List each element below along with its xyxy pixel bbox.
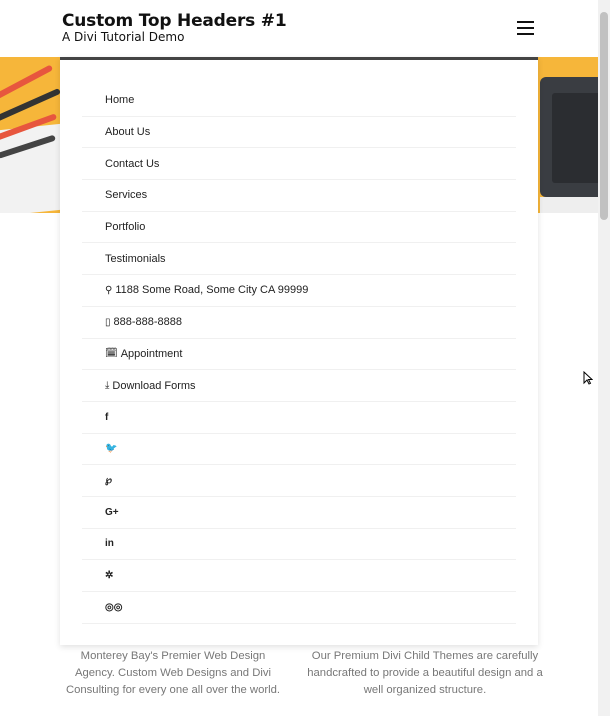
hero-tablet-screen	[552, 93, 598, 183]
menu-item-label: Download Forms	[112, 379, 196, 392]
menu-social-item[interactable]	[82, 434, 516, 466]
linkedin-icon: in	[105, 538, 114, 550]
menu-item-label: About Us	[105, 126, 151, 139]
menu-social-item[interactable]	[82, 465, 516, 497]
menu-item[interactable]	[82, 370, 516, 402]
google-plus-icon: G+	[105, 506, 119, 518]
menu-item[interactable]	[82, 212, 516, 244]
download-icon: ⤓	[105, 380, 110, 392]
site-title[interactable]: Custom Top Headers #1	[62, 11, 287, 31]
menu-item[interactable]	[82, 275, 516, 307]
mobile-phone-icon: ▯	[105, 316, 111, 328]
menu-item-label: Appointment	[120, 347, 183, 360]
mobile-dropdown-menu	[60, 57, 538, 645]
menu-item-label: Contact Us	[105, 157, 160, 170]
menu-social-item[interactable]	[82, 560, 516, 592]
site-tagline: A Divi Tutorial Demo	[62, 30, 185, 44]
facebook-icon: f	[105, 411, 109, 423]
hero-desk-paper	[540, 197, 598, 213]
twitter-icon: 🐦	[105, 443, 118, 455]
menu-social-item[interactable]	[82, 592, 516, 624]
intro-text-left: Monterey Bay's Premier Web Design Agency. Custom Web Designs and Divi Consulting for every one all over the world.	[65, 650, 281, 696]
menu-item[interactable]	[82, 85, 516, 117]
site-header	[0, 0, 598, 58]
yelp-icon: ✲	[105, 570, 114, 582]
menu-item-label: Testimonials	[105, 252, 166, 265]
map-marker-icon: ⚲	[105, 284, 113, 296]
calendar-check-icon: 🗓	[105, 348, 118, 360]
intro-text-right: Our Premium Divi Child Themes are carefully handcrafted to provide a beautiful design and a well organized structure.	[307, 650, 543, 696]
menu-item-label: 1188 Some Road, Some City CA 99999	[115, 284, 309, 297]
menu-item-label: Portfolio	[105, 221, 146, 234]
scrollbar-thumb[interactable]	[600, 12, 608, 220]
menu-social-item[interactable]	[82, 497, 516, 529]
menu-item[interactable]	[82, 307, 516, 339]
menu-item[interactable]	[82, 117, 516, 149]
menu-item[interactable]	[82, 243, 516, 275]
menu-item-label: 888-888-8888	[113, 316, 183, 329]
menu-item-label: Services	[105, 189, 148, 202]
menu-item-label: Home	[105, 94, 135, 107]
menu-list	[82, 85, 516, 624]
menu-social-item[interactable]	[82, 402, 516, 434]
tripadvisor-icon: ◎◎	[105, 601, 123, 613]
menu-social-item[interactable]	[82, 529, 516, 561]
menu-item[interactable]	[82, 148, 516, 180]
pinterest-icon: ℘	[105, 475, 112, 487]
menu-item[interactable]	[82, 180, 516, 212]
hamburger-menu-icon[interactable]	[517, 21, 534, 35]
mouse-cursor-icon	[583, 371, 593, 385]
menu-item[interactable]	[82, 339, 516, 371]
